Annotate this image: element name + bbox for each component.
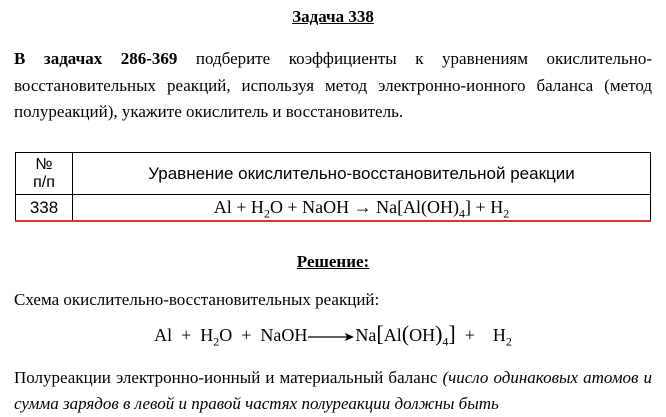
scheme-plus-1: + (181, 325, 192, 345)
reaction-table (15, 152, 651, 222)
scheme-oh-sub: 4 (442, 334, 449, 349)
eq-part-naoh: O + NaOH (269, 197, 354, 217)
scheme-h: H (200, 325, 214, 345)
table-header-row (16, 153, 651, 195)
task-title: Задача 338 (292, 7, 374, 26)
scheme-al-inner: Al (383, 325, 402, 345)
scheme-oh: OH (409, 325, 436, 345)
equation-header-cell (73, 153, 651, 195)
scheme-equation (0, 321, 666, 348)
num-header-cell (16, 153, 73, 195)
num-header-line1: № (35, 155, 53, 173)
row-number: 338 (16, 195, 73, 222)
scheme-naoh: NaOH (260, 325, 308, 345)
scheme-h-sub: 2 (213, 334, 220, 349)
eq-part-tail: ] + H (465, 197, 504, 217)
long-arrow-icon (308, 330, 354, 344)
scheme-label: Схема окислительно-восстановительных реакций: (14, 290, 380, 309)
halfreactions-paragraph (14, 365, 652, 417)
eq-part-al: Al + H (213, 197, 264, 217)
eq-sub-h2o: 2 (263, 206, 270, 221)
solution-title: Решение: (296, 252, 370, 271)
right-paren-icon: ) (435, 321, 443, 346)
eq-arrow: → (353, 197, 372, 217)
row-equation (73, 195, 651, 222)
halfreactions-italic: (число одинаковых атомов и сумма зарядов в левой и правой частях полуреакции должны быть (14, 368, 652, 413)
intro-text: подберите коэффициенты к уравнениям окислительно-восстановительных реакций, используя метод электронно-ионного баланса (метод полуреакций), укажите окислитель и восстановитель. (14, 49, 652, 121)
halfreactions-text: Полуреакции электронно-ионный и материальный баланс (14, 368, 443, 387)
right-bracket-icon: ] (448, 321, 456, 346)
scheme-al: Al (154, 325, 173, 345)
table-row (16, 195, 651, 222)
intro-paragraph (14, 46, 652, 126)
scheme-o: O (219, 325, 233, 345)
scheme-plus-3: + (464, 325, 475, 345)
scheme-h2-sub: 2 (505, 334, 512, 349)
intro-bold-prefix: В задачах 286-369 (14, 49, 178, 68)
equation-header: Уравнение окислительно-восстановительной реакции (148, 163, 575, 183)
eq-sub-oh: 4 (459, 206, 466, 221)
eq-part-product: Na[Al(OH) (371, 197, 460, 217)
scheme-plus-2: + (241, 325, 252, 345)
scheme-na: Na (355, 325, 377, 345)
scheme-h2: H (492, 325, 506, 345)
num-header-line2: п/п (33, 173, 55, 191)
left-bracket-icon: [ (376, 321, 384, 346)
left-paren-icon: ( (401, 321, 410, 346)
eq-sub-h2: 2 (503, 206, 510, 221)
